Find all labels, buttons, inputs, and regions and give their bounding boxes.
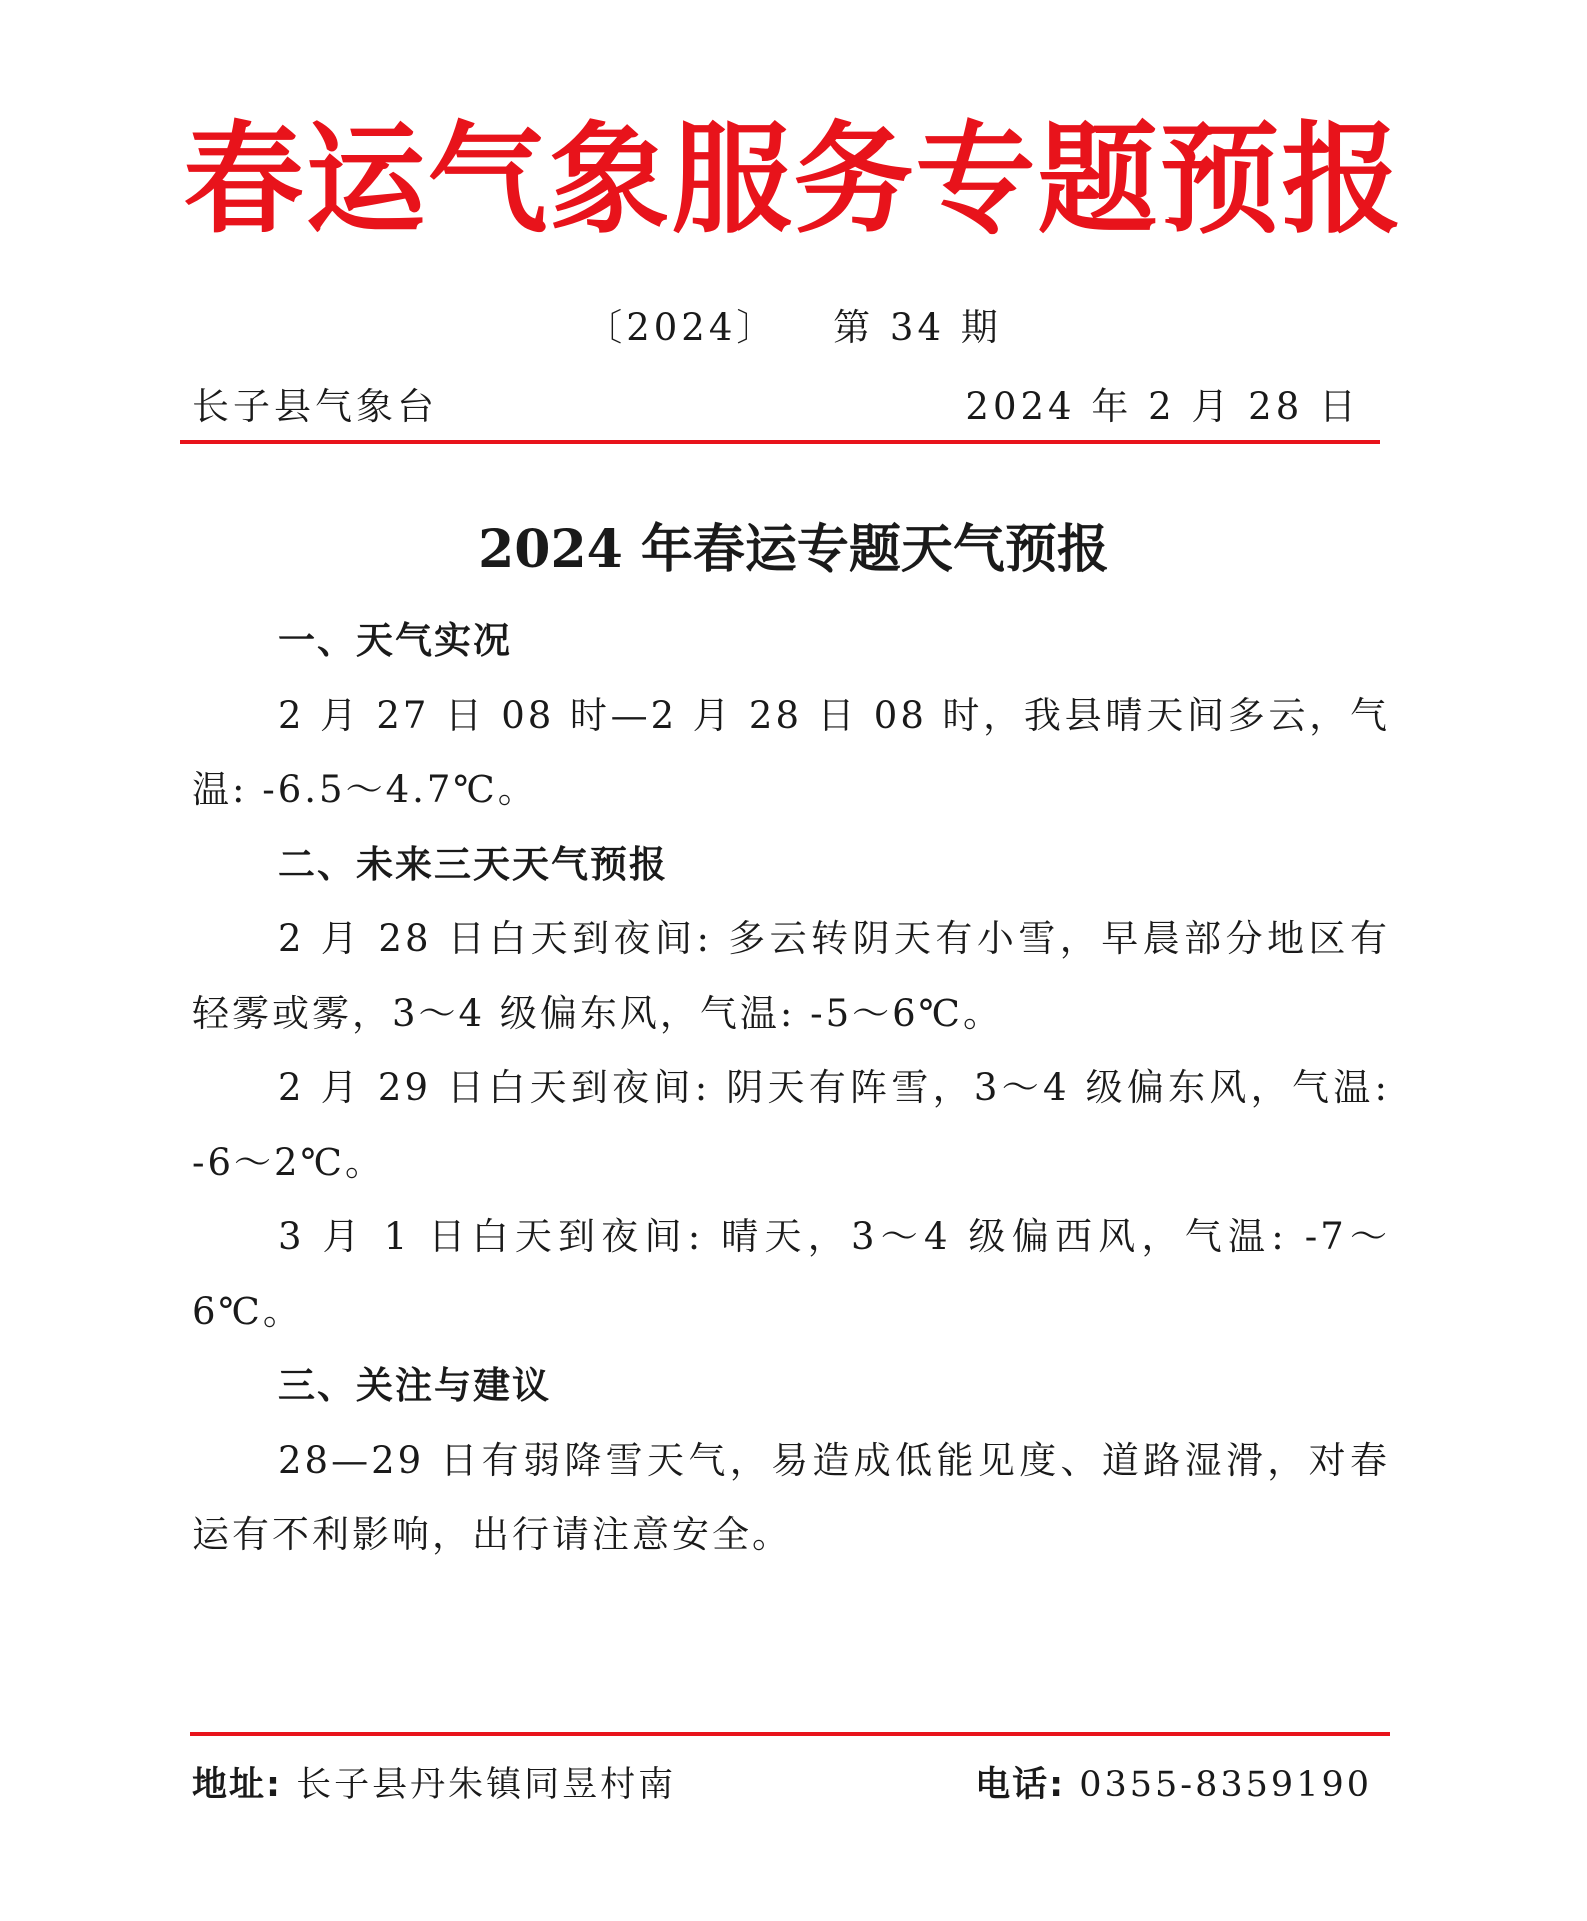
address-label: 地址: — [192, 1765, 282, 1805]
footer-divider — [190, 1732, 1390, 1736]
header-divider — [180, 440, 1380, 444]
section-heading: 一、天气实况 — [278, 619, 512, 662]
document-title: 2024 年春运专题天气预报 — [478, 519, 1109, 580]
meta-row — [192, 382, 1368, 432]
section-paragraph: 28—29 日有弱降雪天气，易造成低能见度、道路湿滑，对春运有不利影响，出行请注意安全。 — [192, 1438, 1391, 1556]
issue-date: 2024 年 2 月 28 日 — [965, 385, 1360, 428]
section-paragraph: 2 月 27 日 08 时—2 月 28 日 08 时，我县晴天间多云，气温: -6.5～4.7℃。 — [192, 693, 1390, 811]
section-paragraph: 3 月 1 日白天到夜间: 晴天，3～4 级偏西风，气温: -7～6℃。 — [192, 1215, 1390, 1333]
section-paragraph: 2 月 29 日白天到夜间: 阴天有阵雪，3～4 级偏东风，气温: -6～2℃。 — [192, 1066, 1390, 1184]
issue-line — [0, 303, 1587, 353]
section-paragraph: 2 月 28 日白天到夜间: 多云转阴天有小雪，早晨部分地区有轻雾或雾，3～4 级偏东风，气温: -5～6℃。 — [192, 917, 1390, 1035]
address-value: 长子县丹朱镇同昱村南 — [296, 1765, 677, 1805]
phone-label: 电话: — [975, 1765, 1066, 1805]
footer-phone — [975, 1760, 1372, 1810]
section-heading: 三、关注与建议 — [278, 1364, 551, 1407]
issue-number: 第 34 期 — [833, 306, 1002, 349]
document-body — [192, 604, 1390, 1573]
section-heading: 二、未来三天天气预报 — [278, 842, 668, 886]
issue-year: 〔2024〕 — [585, 306, 778, 349]
phone-value: 0355-8359190 — [1079, 1765, 1372, 1805]
issuer-name: 长子县气象台 — [192, 385, 438, 428]
footer — [192, 1760, 1372, 1810]
masthead-title: 春运气象服务专题预报 — [183, 109, 1404, 250]
footer-address — [192, 1760, 676, 1810]
